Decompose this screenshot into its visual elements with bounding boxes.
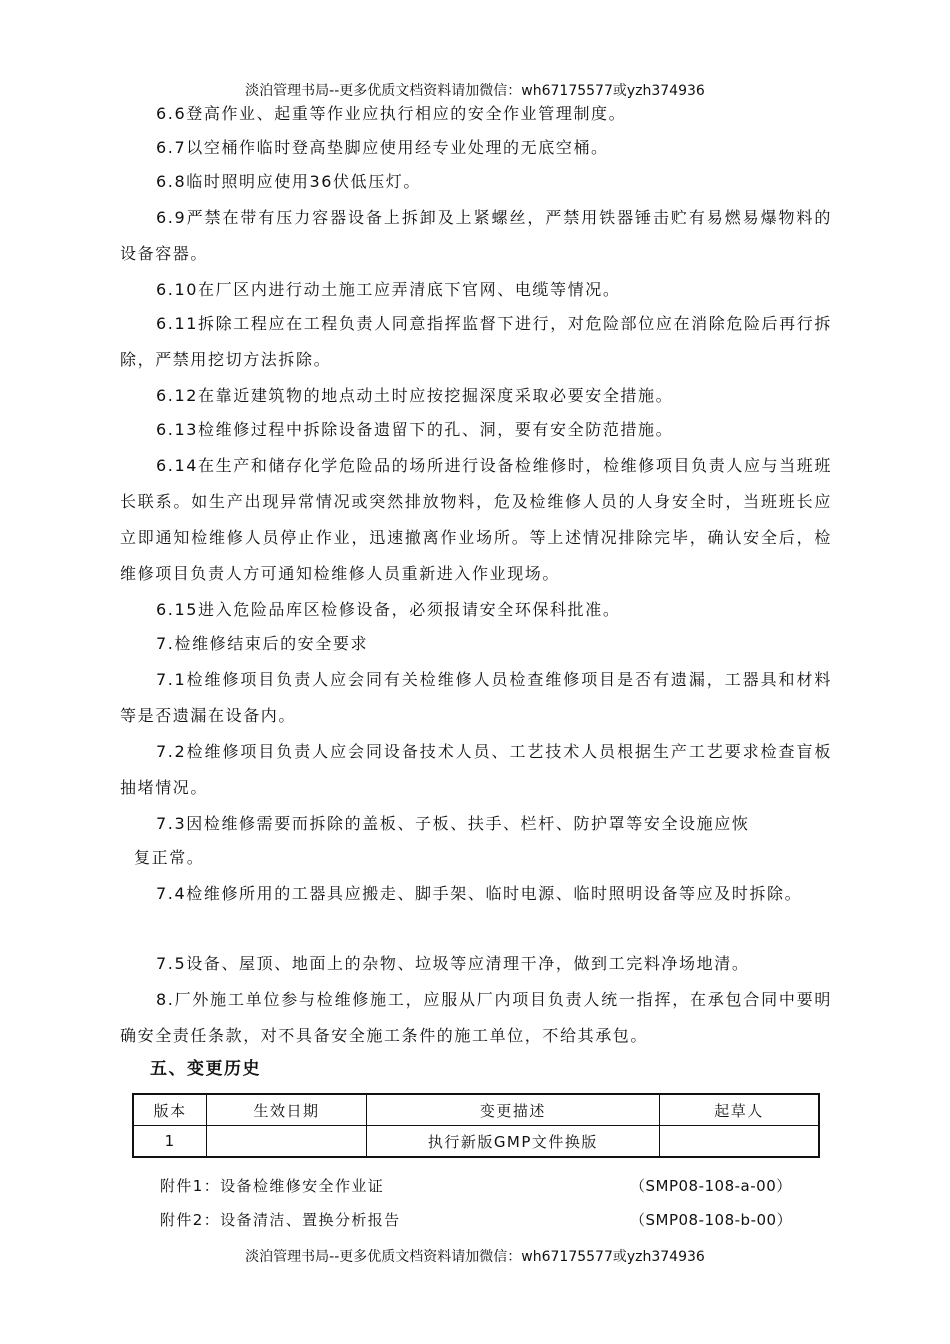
- header-drafter: 起草人: [659, 1094, 819, 1126]
- header-effective-date: 生效日期: [207, 1094, 367, 1126]
- paragraph-6-7: 6.7以空桶作临时登高垫脚应使用经专业处理的无底空桶。: [156, 138, 609, 157]
- paragraph-7-1: 7.1检维修项目负责人应会同有关检维修人员检查维修项目是否有遗漏，工器具和材料等是否遗漏在设备内。: [120, 670, 832, 725]
- header-watermark-note: 淡泊管理书局--更多优质文档资料请加微信：wh67175577或yzh374936: [245, 83, 705, 99]
- attachment-2-label: 附件2：设备清洁、置换分析报告: [160, 1211, 401, 1229]
- table-row: [133, 1126, 819, 1158]
- change-history-table: [132, 1093, 820, 1158]
- paragraph-7-2: 7.2检维修项目负责人应会同设备技术人员、工艺技术人员根据生产工艺要求检查盲板抽堵情况。: [120, 742, 832, 797]
- paragraph-7-5: 7.5设备、屋顶、地面上的杂物、垃圾等应清理干净，做到工完料净场地清。: [156, 954, 750, 973]
- footer-watermark-note: 淡泊管理书局--更多优质文档资料请加微信：wh67175577或yzh374936: [245, 1249, 705, 1265]
- header-version: 版本: [133, 1094, 207, 1126]
- attachment-2: [160, 1209, 793, 1230]
- paragraph-7-3-continued: 复正常。: [134, 848, 205, 867]
- attachment-2-code: （SMP08-108-b-00）: [630, 1211, 793, 1229]
- paragraph-6-15: 6.15进入危险品库区检修设备，必须报请安全环保科批准。: [156, 600, 621, 619]
- paragraph-6-14: 6.14在生产和储存化学危险品的场所进行设备检维修时，检维修项目负责人应与当班班长联系。如生产出现异常情况或突然排放物料，危及检维修人员的人身安全时，当班班长应立即通知检维修人员停止作业，迅速撤离作业场所。等上述情况排除完毕，确认安全后，检维修项目负责人方可通知检维修人员重新进入作业现场。: [120, 456, 832, 583]
- section-title-change-history: 五、变更历史: [150, 1059, 261, 1079]
- paragraph-6-6: 6.6登高作业、起重等作业应执行相应的安全作业管理制度。: [156, 104, 627, 123]
- table-header-row: [133, 1094, 819, 1126]
- paragraph-6-12: 6.12在靠近建筑物的地点动土时应按挖掘深度采取必要安全措施。: [156, 386, 674, 405]
- paragraph-7-3: 7.3因检维修需要而拆除的盖板、子板、扶手、栏杆、防护罩等安全设施应恢: [156, 814, 750, 833]
- header-change-description: 变更描述: [366, 1094, 659, 1126]
- paragraph-7-heading: 7.检维修结束后的安全要求: [156, 634, 369, 653]
- paragraph-6-8: 6.8临时照明应使用36伏低压灯。: [156, 172, 422, 191]
- cell-change-description: 执行新版GMP文件换版: [366, 1126, 659, 1158]
- attachment-1: [160, 1175, 792, 1196]
- paragraph-6-10: 6.10在厂区内进行动土施工应弄清底下官网、电缆等情况。: [156, 280, 621, 299]
- cell-version: 1: [133, 1126, 207, 1158]
- paragraph-6-13: 6.13检维修过程中拆除设备遗留下的孔、洞，要有安全防范措施。: [156, 420, 674, 439]
- paragraph-6-11: 6.11拆除工程应在工程负责人同意指挥监督下进行，对危险部位应在消除危险后再行拆除，严禁用挖切方法拆除。: [120, 314, 832, 369]
- paragraph-6-9: 6.9严禁在带有压力容器设备上拆卸及上紧螺丝，严禁用铁器锤击贮有易燃易爆物料的设备容器。: [120, 208, 832, 263]
- attachment-1-label: 附件1：设备检维修安全作业证: [160, 1177, 385, 1195]
- paragraph-7-4: 7.4检维修所用的工器具应搬走、脚手架、临时电源、临时照明设备等应及时拆除。: [156, 884, 803, 903]
- cell-drafter: [659, 1126, 819, 1158]
- attachment-1-code: （SMP08-108-a-00）: [630, 1177, 792, 1195]
- cell-effective-date: [207, 1126, 367, 1158]
- paragraph-8: 8.厂外施工单位参与检维修施工，应服从厂内项目负责人统一指挥，在承包合同中要明确安全责任条款，对不具备安全施工条件的施工单位，不给其承包。: [120, 990, 832, 1045]
